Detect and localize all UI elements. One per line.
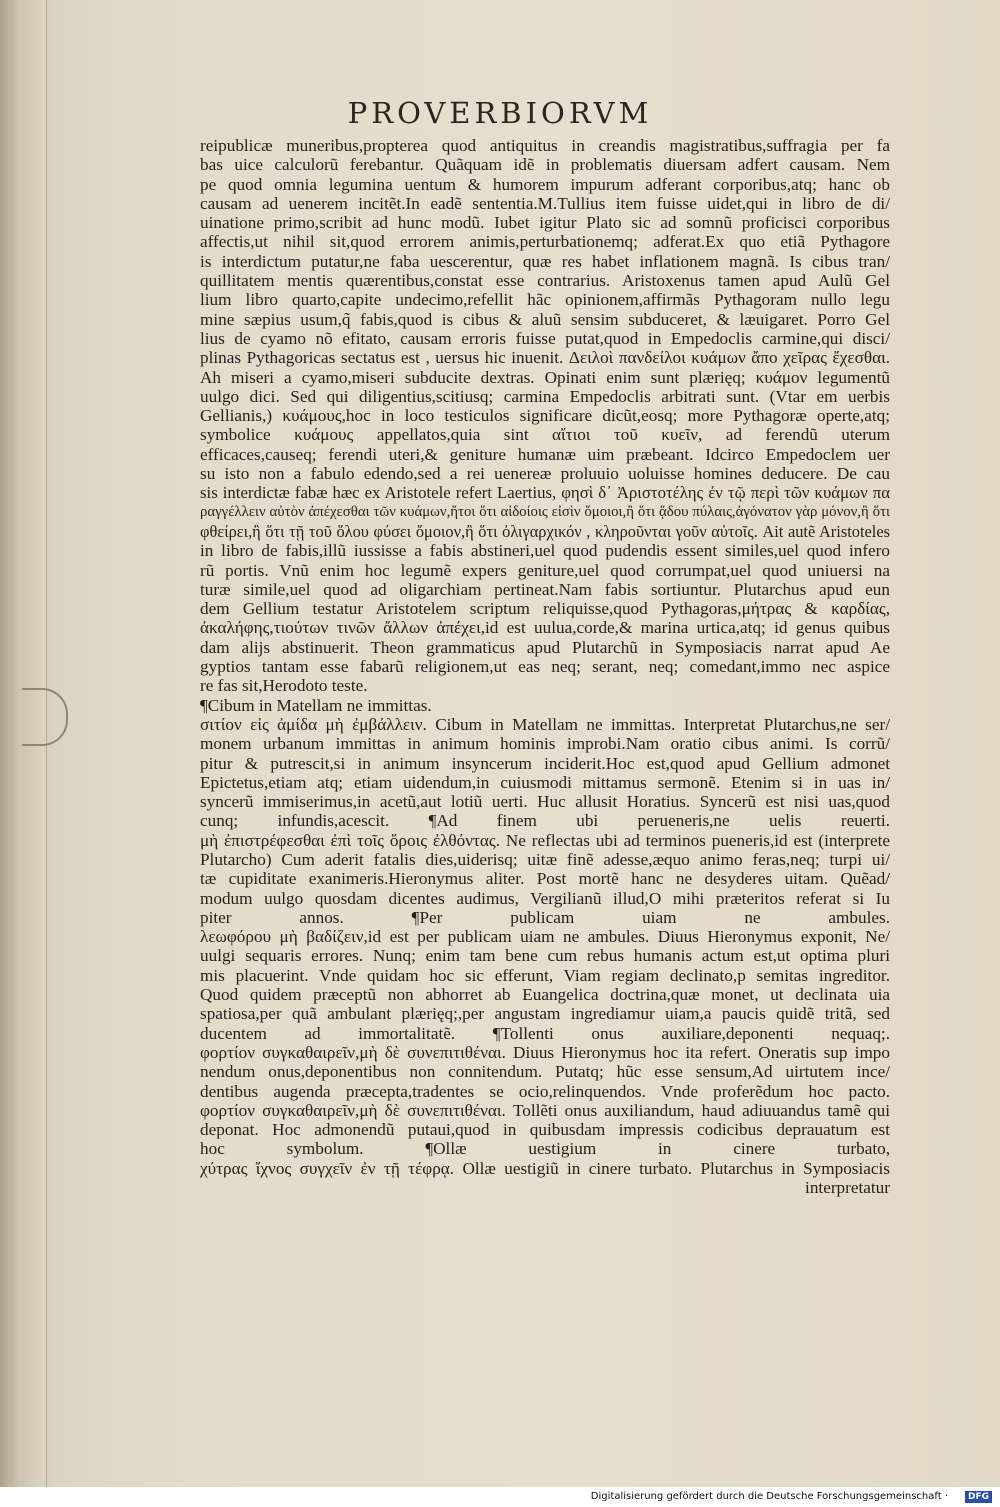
text-line: deponat. Hoc admonendũ putaui,quod in quibusdam impressis codicibus deprauatum est bbox=[200, 1120, 890, 1140]
dfg-logo: DFG bbox=[965, 1491, 992, 1503]
text-line: φορτίον συγκαθαιρεῖν,μὴ δὲ συνεπιτιθέναι. Tollẽti onus auxiliandum, haud adiuuandus tamẽ qui bbox=[200, 1100, 890, 1120]
text-line: bas uice calculorũ ferebantur. Quãquam idẽ in problematis diuersam adfert causam. Nem bbox=[200, 155, 890, 175]
text-line: plinas Pythagoricas sectatus est , uersus hic inuenit. Δειλοὶ πανδείλοι κυάμων ἄπο χεῖρας ἔχεσθαι. bbox=[200, 348, 890, 368]
text-line: φθείρει,ἢ ὅτι τῇ τοῦ ὅλου φύσει ὅμοιον,ἢ ὅτι ὀλιγαρχικόν , κληροῦνται γοῦν αὐτοῖς. Ait autẽ Aristoteles bbox=[200, 521, 890, 541]
text-line: mis placuerint. Vnde quidam hoc sic efferunt, Viam regiam declinato,p semitas ingreditor. bbox=[200, 965, 890, 985]
text-line: sis interdictæ fabæ hæc ex Aristotele refert Laertius, φησὶ δ᾽ Ἀριστοτέλης ἐν τῷ περὶ τῶν κυάμων πα bbox=[200, 483, 890, 503]
text-line: modum uulgo quosdam dicentes audimus, Vergilianũ illud,O mihi præteritos referat si Iu bbox=[200, 888, 890, 908]
text-block bbox=[200, 136, 890, 1197]
text-line: spatiosa,per quã ambulant plærięq;,per angustam ingrediamur uiam,a paucis quidẽ tritã, sed bbox=[200, 1004, 890, 1024]
text-line: uinatione primo,scribit ad hunc modũ. Iubet igitur Plato sic ad somnũ proficisci corporibus bbox=[200, 213, 890, 233]
text-line: σιτίον εἰς ἀμίδα μὴ ἐμβάλλειν. Cibum in Matellam ne immittas. Interpretat Plutarchus,ne ser/ bbox=[200, 714, 890, 734]
text-line: re fas sit,Herodoto teste. bbox=[200, 676, 368, 696]
running-head: PROVERBIORVM bbox=[347, 96, 653, 130]
text-line: turæ simile,uel quod ad oligarchiam pertineat.Nam fabis sortiuntur. Plutarchus apud eun bbox=[200, 579, 890, 599]
text-line: ¶Cibum in Matellam ne immittas. bbox=[200, 695, 432, 715]
text-line: mine sæpius usum,q̃ fabis,quod is cibus & aluũ sensim subduceret, & læuigaret. Porro Gel bbox=[200, 309, 890, 329]
text-line: μὴ ἐπιστρέφεσθαι ἐπὶ τοῖς ὅροις ἐλθόντας. Ne reflectas ubi ad terminos pueneris,id est (interprete bbox=[200, 830, 890, 850]
text-line: hoc symbolum. ¶Ollæ uestigium in cinere turbato, bbox=[200, 1139, 890, 1159]
text-line: Gellianis,) κυάμους,hoc in loco testiculos significare dicũt,eosq; more Pythagoræ operte,atq; bbox=[200, 406, 890, 426]
text-line: ραγγέλλειν αὐτὸν ἀπέχεσθαι τῶν κυάμων,ἤτοι ὅτι αἰδοίοις εἰσὶν ὅμοιοι,ἢ ὅτι ᾅδου πύλαις,ἀγόνατον γὰρ μόνον,ἢ ὅτι bbox=[200, 503, 890, 520]
text-line: Epictetus,etiam atq; etiam uidendum,in cuiusmodi mittamus sermonẽ. Etenim si in uas in/ bbox=[200, 772, 890, 792]
text-line: uulgo dici. Sed qui diligentius,scitiusq; carmina Empedoclis arbitrati sunt. (Vtar em uerbis bbox=[200, 386, 890, 406]
text-line: su isto non a fabulo edendo,sed a rei uenereæ proluuio uoluisse homines deducere. De cau bbox=[200, 464, 890, 484]
text-line: lius de cyamo nõ efitato, causam erroris fuisse putat,quod in Empedoclis carmine,qui disci/ bbox=[200, 328, 890, 348]
text-line: syncerũ immiserimus,in acetũ,aut lotiũ uerti. Huc allusit Horatius. Syncerũ est nisi uas,quod bbox=[200, 792, 890, 812]
text-line: lium libro quarto,capite undecimo,refellit hãc opinionem,affirmãs Pythagoram nullo legu bbox=[200, 290, 890, 310]
text-line: interpretatur bbox=[805, 1178, 890, 1198]
text-line: nendum onus,deponentibus non connitendum. Putatq; hũc esse sensum,Ad uirtutem ince/ bbox=[200, 1062, 890, 1082]
text-line: tæ cupiditate exanimeris.Hieronymus aliter. Post mortẽ hanc ne desyderes uitam. Quẽad/ bbox=[200, 869, 890, 889]
text-line: pe quod omnia legumina uentum & humorem impurum adferant corporibus,atq; hanc ob bbox=[200, 174, 890, 194]
text-line: efficaces,causeq; ferendi uteri,& geniture humanæ uim præbeant. Idcirco Empedoclem uer bbox=[200, 444, 890, 464]
text-line: gyptios tantam esse fabarũ religionem,ut eas neq; serant, neq; comedant,immo nec aspice bbox=[200, 657, 890, 677]
text-line: ἀκαλήφης,τιούτων τινῶν ἄλλων ἀπέχει,id est uulua,corde,& marina urtica,atq; id genus quibus bbox=[200, 618, 890, 638]
text-line: dentibus augenda præcepta,tradentes se ocio,relinquendos. Vnde proferẽdum hoc pacto. bbox=[200, 1081, 890, 1101]
footer-bar bbox=[0, 1487, 1000, 1507]
text-line: in libro de fabis,illũ iussisse a fabis abstineri,uel quod pudendis essent similes,uel quod infero bbox=[200, 541, 890, 561]
text-line: affectis,ut nihil sit,quod errorem animis,perturbationemq; adferat.Ex quo etiã Pythagore bbox=[200, 232, 890, 252]
text-line: φορτίον συγκαθαιρεῖν,μὴ δὲ συνεπιτιθέναι. Diuus Hieronymus hoc ita refert. Oneratis sup impo bbox=[200, 1042, 890, 1062]
text-line: reipublicæ muneribus,propterea quod antiquitus in creandis magistratibus,suffragia per fa bbox=[200, 136, 890, 155]
text-line: uulgi sequaris errores. Nunq; enim tam bene cum rebus humanis actum est,ut optima pluri bbox=[200, 946, 890, 966]
text-line: cunq; infundis,acescit. ¶Ad finem ubi perueneris,ne uelis reuerti. bbox=[200, 811, 890, 831]
text-line: is interdictum putatur,ne faba uescerentur, quæ res habet inflationem magnã. Is cibus tran/ bbox=[200, 251, 890, 271]
text-line: quillitatem mentis quærentibus,constat esse contrarius. Aristoxenus tamen apud Aulũ Gel bbox=[200, 271, 890, 291]
paper-clip-mark bbox=[22, 688, 68, 746]
text-line: Plutarcho) Cum aderit fatalis dies,uiderisq; uitæ finẽ adesse,æquo animo feras,neq; turpi ui/ bbox=[200, 849, 890, 869]
text-line: ducentem ad immortalitatẽ. ¶Tollenti onus auxiliare,deponenti nequaq;. bbox=[200, 1023, 890, 1043]
text-line: symbolice κυάμους appellatos,quia sint αἴτιοι τοῦ κυεῖν, ad ferendũ uterum bbox=[200, 425, 890, 445]
text-line: Ah miseri a cyamo,miseri subducite dextras. Opinati enim sunt plærięq; κυάμον legumentũ bbox=[200, 367, 890, 387]
text-line: pitur & putrescit,si in animum insyncerum inciderit.Hoc est,quod apud Gellium admonet bbox=[200, 753, 890, 773]
leaf-edge bbox=[8, 0, 12, 1487]
text-line: dem Gellium testatur Aristotelem scriptum reliquisse,quod Pythagoras,μήτρας & καρδίας, bbox=[200, 599, 890, 619]
text-line: λεωφόρου μὴ βαδίζειν,id est per publicam uiam ne ambules. Diuus Hieronymus exponit, Ne/ bbox=[200, 927, 890, 947]
text-line: causam ad uenerem incitẽt.In eadẽ sententia.M.Tullius item fuisse uidet,qui in libro de di/ bbox=[200, 193, 890, 213]
text-line: piter annos. ¶Per publicam uiam ne ambules. bbox=[200, 907, 890, 927]
text-line: Quod quidem præceptũ non abhorret ab Euangelica doctrina,quæ monet, ut declinata uia bbox=[200, 985, 890, 1005]
funding-note: Digitalisierung gefördert durch die Deutsche Forschungsgemeinschaft · bbox=[590, 1491, 948, 1502]
text-line: monem urbanum immittas in animum hominis improbi.Nam oratio cibus animi. Is corrũ/ bbox=[200, 734, 890, 754]
text-line: dam alijs abstinuerit. Theon grammaticus apud Plutarchũ in Symposiacis narrat apud Ae bbox=[200, 637, 890, 657]
text-line: rũ portis. Vnũ enim hoc legumẽ expers geniture,uel quod corrumpat,uel quod uniuersi na bbox=[200, 560, 890, 580]
text-line: χύτρας ἴχνος συγχεῖν ἐν τῇ τέφρᾳ. Ollæ uestigiũ in cinere turbato. Plutarchus in Symposiacis bbox=[200, 1158, 890, 1178]
